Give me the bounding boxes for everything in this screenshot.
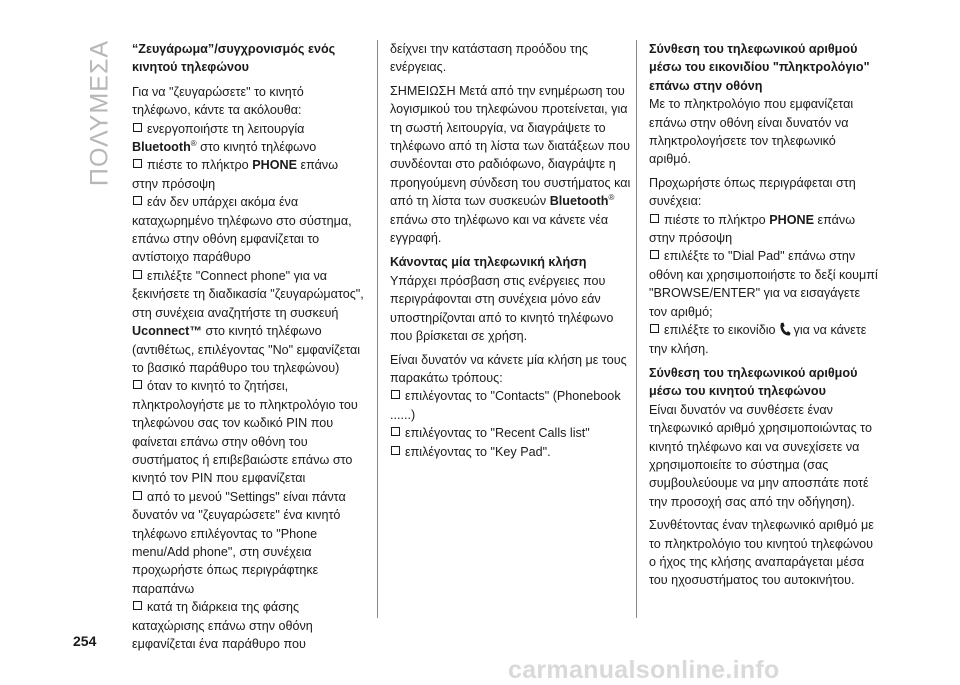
dial-paragraph: Με το πληκτρολόγιο που εμφανίζεται επάνω στην οθόνη είναι δυνατόν να πληκτρολογήσετε τον τηλεφωνικό αριθμό.: [649, 97, 854, 167]
checkbox-icon: [133, 601, 142, 610]
step-item: ενεργοποιήστε τη λειτουργία Bluetooth® στο κινητό τηλέφωνο: [132, 121, 317, 155]
dial-keypad-heading: Σύνθεση του τηλεφωνικού αριθμού μέσω του εικονιδίου "πληκτρολόγιο" επάνω στην οθόνη: [649, 42, 870, 93]
dial-paragraph: Προχωρήστε όπως περιγράφεται στη συνέχεια:: [649, 175, 856, 209]
checkbox-icon: [133, 491, 142, 500]
make-call-paragraph: Υπάρχει πρόσβαση στις ενέργειες που περιγράφονται στη συνέχεια μόνο εάν υποστηρίζονται από το κινητό τηλέφωνο που βρίσκεται σε χρήση.: [390, 273, 614, 344]
dial-paragraph: Είναι δυνατόν να συνθέσετε έναν τηλεφωνικό αριθμό χρησιμοποιώντας το κινητό τηλέφωνο και να συνεχίσετε να χρησιμοποιείτε το σύστημα (σας συμβουλεύουμε να μην αποσπάτε ποτέ την προσοχή σας από την οδήγηση).: [649, 402, 872, 509]
watermark: carmanualsonline.info: [508, 656, 780, 684]
option-item: επιλέγοντας το "Key Pad".: [390, 443, 632, 461]
column-divider: [636, 40, 637, 618]
column-1: [132, 40, 364, 653]
option-item: επιλέγοντας το "Contacts" (Phonebook ......): [390, 389, 621, 422]
checkbox-icon: [391, 390, 400, 399]
step-item: πιέστε το πλήκτρο PHONE επάνω στην πρόσοψη: [649, 212, 856, 246]
checkbox-icon: [133, 270, 142, 279]
step-item: επιλέξτε το "Dial Pad" επάνω στην οθόνη και χρησιμοποιήστε το δεξί κουμπί "BROWSE/ENTER" για να εισαγάγετε τον αριθμό;: [649, 249, 878, 319]
section-tab: [84, 38, 116, 188]
step-item: εάν δεν υπάρχει ακόμα ένα καταχωρημένο τηλέφωνο στο σύστημα, επάνω στην οθόνη εμφανίζεται το αντίστοιχο παράθυρο: [132, 195, 352, 265]
step-item: πιέστε το πλήκτρο PHONE επάνω στην πρόσοψη: [132, 158, 339, 191]
column-3: [649, 40, 879, 595]
dial-phone-heading: Σύνθεση του τηλεφωνικού αριθμού μέσω του κινητού τηλεφώνου: [649, 365, 858, 399]
note-paragraph: ΣΗΜΕΙΩΣΗ Μετά από την ενημέρωση του λογισμικού του τηλεφώνου προτείνεται, για τη σωστή λειτουργία, να διαγράψετε το τηλέφωνο από τη λίστα των διατάξεων που συνδέονται στο ραδιόφωνο, διαγράψτε η προηγούμενη σύνδεση του συστήματος και από τη λίστα των συσκευών Bluetooth® επάνω στο τηλέφωνο και να κάνετε νέα εγγραφή.: [390, 83, 631, 246]
section-tab-label: ΠΟΛΥΜΕΣΑ: [85, 39, 114, 187]
checkbox-icon: [650, 324, 659, 333]
step-item: από το μενού "Settings" είναι πάντα δυνατόν να "ζευγαρώσετε" ένα κινητό τηλέφωνο επιλέγοντας το "Phone menu/Add phone", στη συνέχεια προχωρήστε όπως περιγράφτηκε παραπάνω: [132, 489, 346, 596]
phone-handset-icon: [779, 322, 791, 336]
checkbox-icon: [133, 380, 142, 389]
option-item: επιλέγοντας το "Recent Calls list": [390, 424, 632, 442]
dial-paragraph: Συνθέτοντας έναν τηλεφωνικό αριθμό με το πληκτρολόγιο του κινητού τηλεφώνου ο ήχος της κλήσης αναπαράγεται μέσα του ηχοσυστήματος του αυτοκινήτου.: [649, 518, 874, 588]
step-item: κατά τη διάρκεια της φάσης καταχώρισης επάνω στην οθόνη εμφανίζεται ένα παράθυρο που: [132, 600, 313, 651]
pairing-heading: “Ζευγάρωμα”/συγχρονισμός ενός κινητού τηλεφώνου: [132, 42, 336, 75]
step-item: όταν το κινητό το ζητήσει, πληκτρολογήστε με το πληκτρολόγιο του τηλεφώνου σας τον κωδικό PIN που φαίνεται επάνω στην οθόνη του συστήματος ή επιβεβαιώστε επάνω στο κινητό τον PIN που εμφανίζεται: [132, 379, 358, 486]
make-call-paragraph: Είναι δυνατόν να κάνετε μία κλήση με τους παρακάτω τρόπους:: [390, 352, 627, 385]
checkbox-icon: [133, 123, 142, 132]
pairing-intro: Για να "ζευγαρώσετε" το κινητό τηλέφωνο, κάντε τα ακόλουθα:: [132, 84, 304, 118]
page-number: 254: [73, 633, 97, 649]
checkbox-icon: [650, 214, 659, 223]
make-call-heading: Κάνοντας μία τηλεφωνική κλήση: [390, 255, 587, 270]
checkbox-icon: [391, 446, 400, 455]
checkbox-icon: [133, 196, 142, 205]
column-divider: [377, 40, 378, 618]
step-item: επιλέξτε το εικονίδιο για να κάνετε την κλήση.: [649, 323, 867, 356]
step-item: επιλέξτε "Connect phone" για να ξεκινήσετε τη διαδικασία "ζευγαρώματος", στη συνέχεια αναζητήστε τη συσκευή Uconnect™ στο κινητό τηλέφωνο (αντιθέτως, επιλέγοντας "No" εμφανίζεται το βασικό παράθυρο του τηλεφώνου): [132, 268, 364, 375]
checkbox-icon: [133, 159, 142, 168]
continued-text: δείχνει την κατάσταση προόδου της ενέργειας.: [390, 42, 588, 75]
column-2: [390, 40, 632, 461]
checkbox-icon: [391, 427, 400, 436]
checkbox-icon: [650, 250, 659, 259]
